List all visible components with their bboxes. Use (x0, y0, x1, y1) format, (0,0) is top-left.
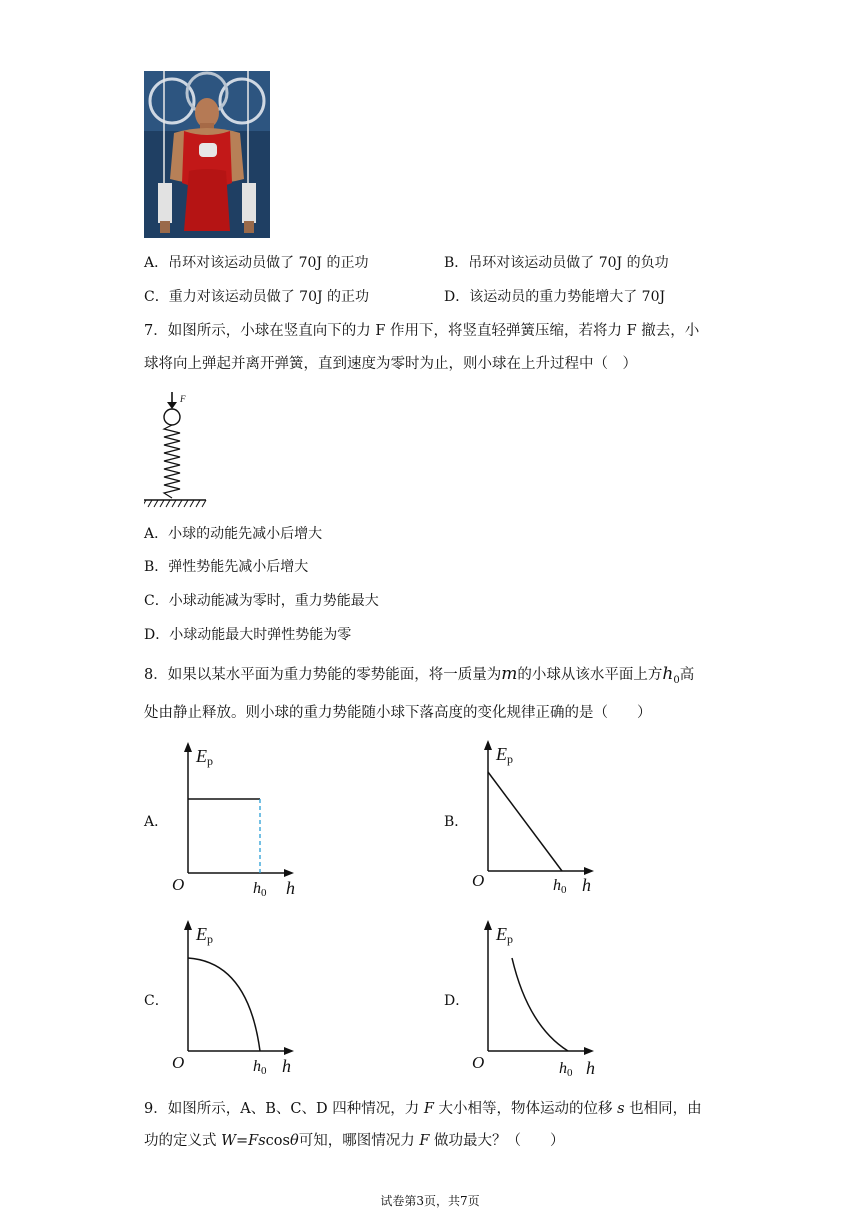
gymnast-photo (144, 71, 270, 238)
svg-text:Ep: Ep (196, 924, 213, 946)
q6-option-c: C．重力对该运动员做了 70J 的正功 (144, 289, 370, 305)
svg-text:h: h (586, 1058, 595, 1078)
svg-text:Ep: Ep (196, 746, 213, 768)
q8-stem-line1: 8．如果以某水平面为重力势能的零势能面，将一质量为m的小球从该水平面上方$h_0$高 (144, 664, 695, 686)
svg-text:h0: h0 (253, 880, 267, 899)
graph-c (170, 918, 300, 1078)
svg-text:O: O (472, 1053, 485, 1072)
graph-a (170, 740, 300, 900)
svg-text:h0: h0 (553, 877, 567, 896)
force-label: F (180, 394, 186, 404)
graph-d (470, 918, 600, 1078)
page-footer: 试卷第3页，共7页 (380, 1194, 480, 1208)
spring-figure (144, 392, 208, 510)
svg-text:Ep: Ep (496, 744, 513, 766)
graph-b-label: B． (444, 814, 469, 830)
q7-option-b: B．弹性势能先减小后增大 (144, 559, 309, 575)
svg-text:h: h (282, 1056, 291, 1076)
q7-option-d: D．小球动能最大时弹性势能为零 (144, 627, 352, 643)
svg-text:O: O (472, 871, 485, 890)
graph-a-label: A． (144, 814, 169, 830)
q7-stem-line2: 球将向上弹起并离开弹簧，直到速度为零时为止，则小球在上升过程中（ ） (144, 356, 637, 372)
svg-text:O: O (172, 875, 185, 894)
graph-b (470, 738, 600, 898)
q7-option-c: C．小球动能减为零时，重力势能最大 (144, 593, 379, 609)
graph-c-label: C． (144, 993, 169, 1009)
q9-stem-line2: 功的定义式 W=Fscosθ可知，哪图情况力 F 做功最大？（ ） (144, 1133, 565, 1149)
svg-text:h: h (286, 878, 295, 898)
graph-d-label: D． (444, 993, 470, 1009)
q7-option-a: A．小球的动能先减小后增大 (144, 526, 323, 542)
q6-option-b: B．吊环对该运动员做了 70J 的负功 (444, 255, 669, 271)
q8-stem-line2: 处由静止释放。则小球的重力势能随小球下落高度的变化规律正确的是（ ） (144, 705, 652, 721)
q6-option-a: A．吊环对该运动员做了 70J 的正功 (144, 255, 369, 271)
svg-text:Ep: Ep (496, 924, 513, 946)
svg-text:h0: h0 (253, 1058, 267, 1077)
svg-text:h0: h0 (559, 1060, 573, 1078)
svg-text:h: h (582, 875, 591, 895)
svg-text:O: O (172, 1053, 185, 1072)
q9-stem-line1: 9．如图所示，A、B、C、D 四种情况，力 F 大小相等，物体运动的位移 s 也相同，由 (144, 1101, 702, 1117)
q7-stem-line1: 7．如图所示，小球在竖直向下的力 F 作用下，将竖直轻弹簧压缩，若将力 F 撤去，小 (144, 323, 700, 339)
q6-option-d: D．该运动员的重力势能增大了 70J (444, 289, 666, 305)
